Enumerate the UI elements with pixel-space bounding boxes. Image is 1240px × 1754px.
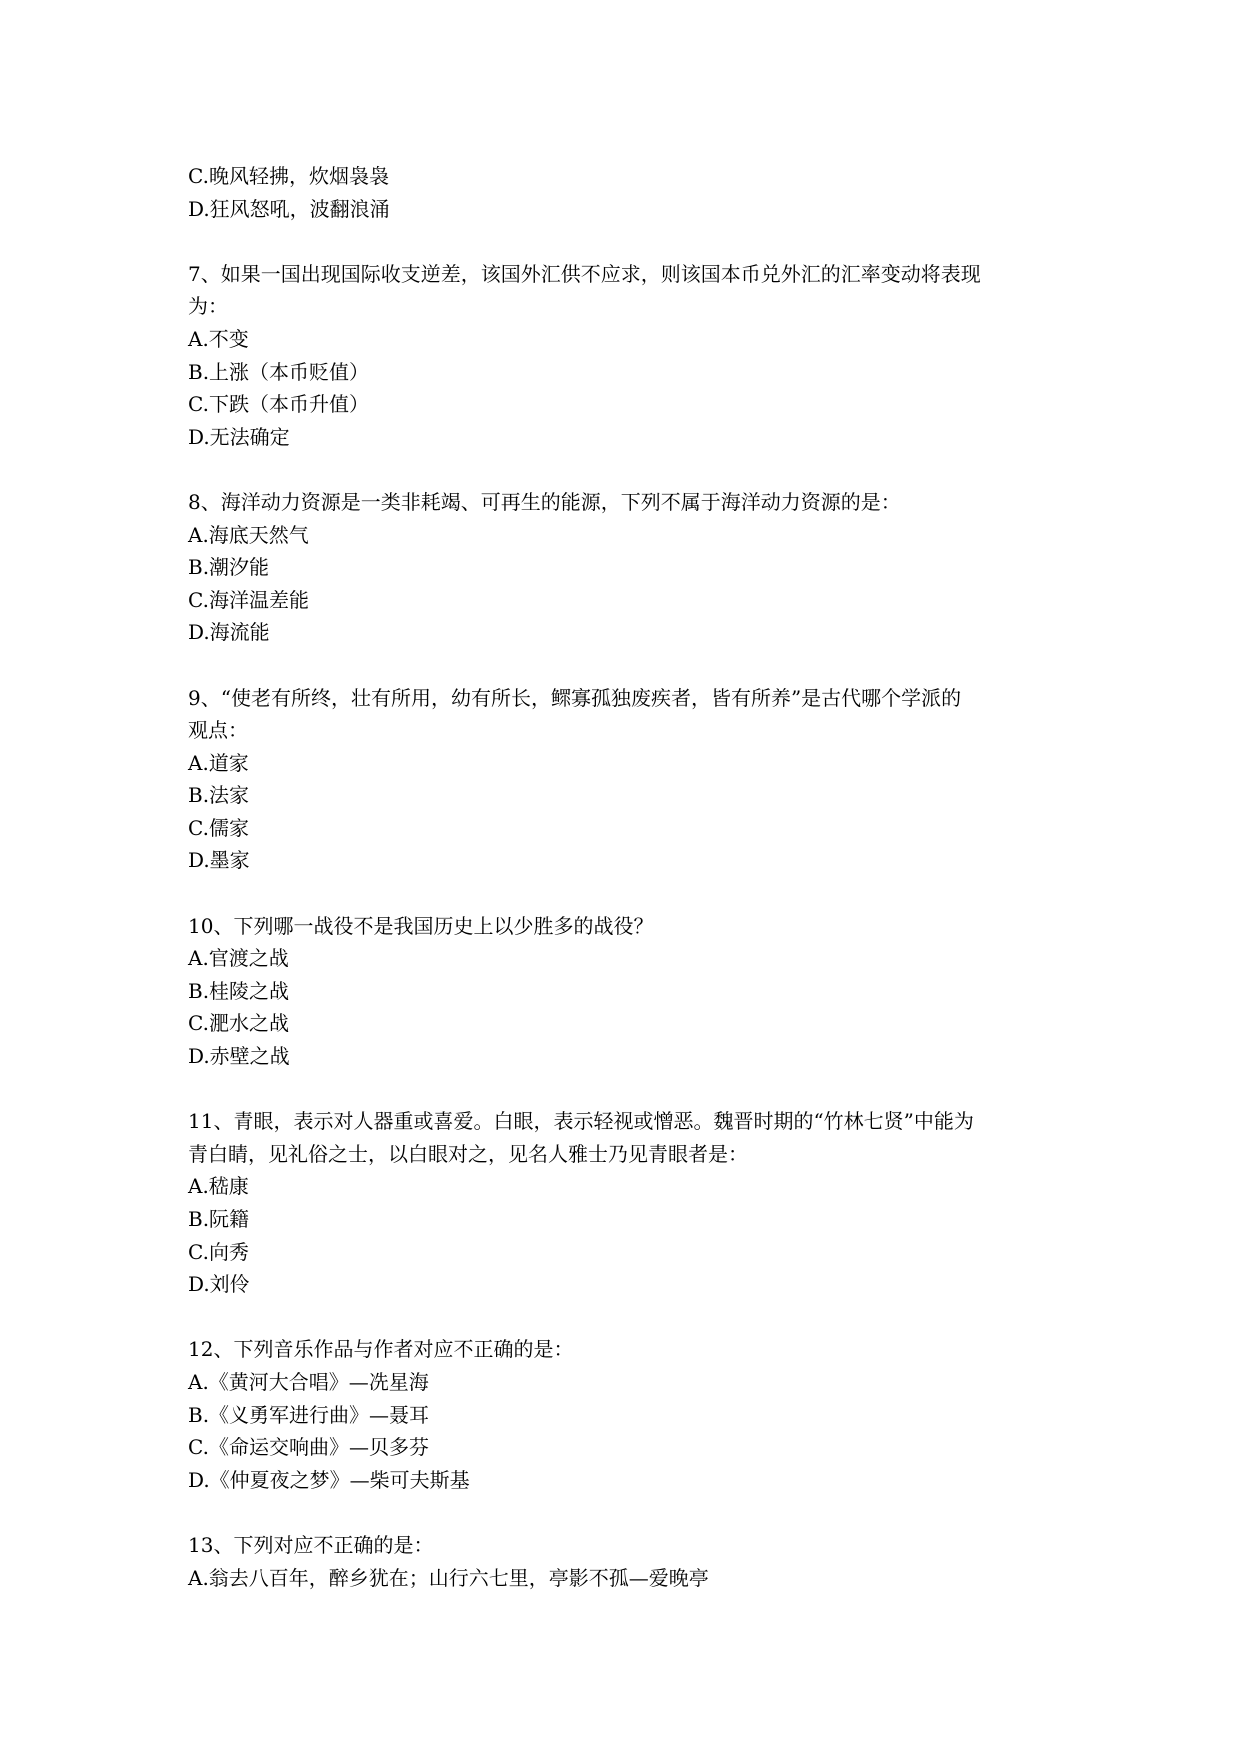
option-b: B.上涨（本币贬值）: [188, 359, 370, 384]
option-a: A.《黄河大合唱》—冼星海: [188, 1369, 429, 1394]
exam-page: [188, 160, 1068, 1594]
option-c: C.下跌（本币升值）: [188, 392, 369, 417]
option-d: D.海流能: [188, 620, 270, 645]
question-stem: 11、青眼，表示对人器重或喜爱。白眼，表示轻视或憎恶。魏晋时期的“竹林七贤”中能为: [188, 1109, 974, 1134]
question-9: [188, 682, 1068, 878]
option-d: D.狂风怒吼，波翻浪涌: [188, 196, 390, 221]
question-stem: 7、如果一国出现国际收支逆差，该国外汇供不应求，则该国本币兑外汇的汇率变动将表现: [188, 261, 981, 286]
question-stem: 10、下列哪一战役不是我国历史上以少胜多的战役？: [188, 913, 654, 938]
option-b: B.桂陵之战: [188, 978, 290, 1003]
question-stem: 9、“使老有所终，壮有所用，幼有所长，鳏寡孤独废疾者，皆有所养”是古代哪个学派的: [188, 685, 962, 710]
option-b: B.《义勇军进行曲》—聂耳: [188, 1402, 430, 1427]
spacer: [188, 649, 1068, 682]
option-a: A.不变: [188, 326, 249, 351]
option-c: C.晚风轻拂，炊烟袅袅: [188, 164, 389, 188]
question-stem-cont: 为：: [188, 294, 228, 319]
question-10: [188, 910, 1068, 1073]
option-c: C.儒家: [188, 815, 249, 840]
option-d: D.墨家: [188, 848, 250, 873]
question-stem: 13、下列对应不正确的是：: [188, 1532, 434, 1557]
question-8: [188, 486, 1068, 649]
option-c: C.淝水之战: [188, 1011, 289, 1036]
question-stem: 12、下列音乐作品与作者对应不正确的是：: [188, 1337, 574, 1362]
question-6-fragment: [188, 160, 1068, 225]
spacer: [188, 1073, 1068, 1106]
option-c: C.向秀: [188, 1239, 249, 1264]
question-stem-cont: 青白睛，见礼俗之士，以白眼对之，见名人雅士乃见青眼者是：: [188, 1141, 748, 1166]
question-stem-cont: 观点：: [188, 718, 248, 743]
spacer: [188, 1496, 1068, 1529]
option-b: B.潮汐能: [188, 555, 270, 580]
spacer: [188, 225, 1068, 258]
option-d: D.刘伶: [188, 1272, 250, 1297]
option-a: A.官渡之战: [188, 946, 289, 971]
option-c: C.《命运交响曲》—贝多芬: [188, 1435, 429, 1460]
option-a: A.嵇康: [188, 1174, 249, 1199]
option-d: D.无法确定: [188, 424, 290, 449]
question-12: [188, 1333, 1068, 1496]
spacer: [188, 1301, 1068, 1334]
question-stem: 8、海洋动力资源是一类非耗竭、可再生的能源，下列不属于海洋动力资源的是：: [188, 489, 901, 514]
spacer: [188, 453, 1068, 486]
option-d: D.《仲夏夜之梦》—柴可夫斯基: [188, 1467, 470, 1492]
question-13: [188, 1529, 1068, 1594]
option-b: B.法家: [188, 783, 250, 808]
option-d: D.赤壁之战: [188, 1044, 290, 1069]
option-a: A.翁去八百年，醉乡犹在；山行六七里，亭影不孤—爱晚亭: [188, 1565, 709, 1590]
option-b: B.阮籍: [188, 1207, 250, 1231]
question-11: [188, 1105, 1068, 1301]
question-7: [188, 258, 1068, 454]
option-a: A.道家: [188, 750, 249, 775]
spacer: [188, 877, 1068, 910]
option-a: A.海底天然气: [188, 522, 309, 547]
option-c: C.海洋温差能: [188, 587, 309, 612]
